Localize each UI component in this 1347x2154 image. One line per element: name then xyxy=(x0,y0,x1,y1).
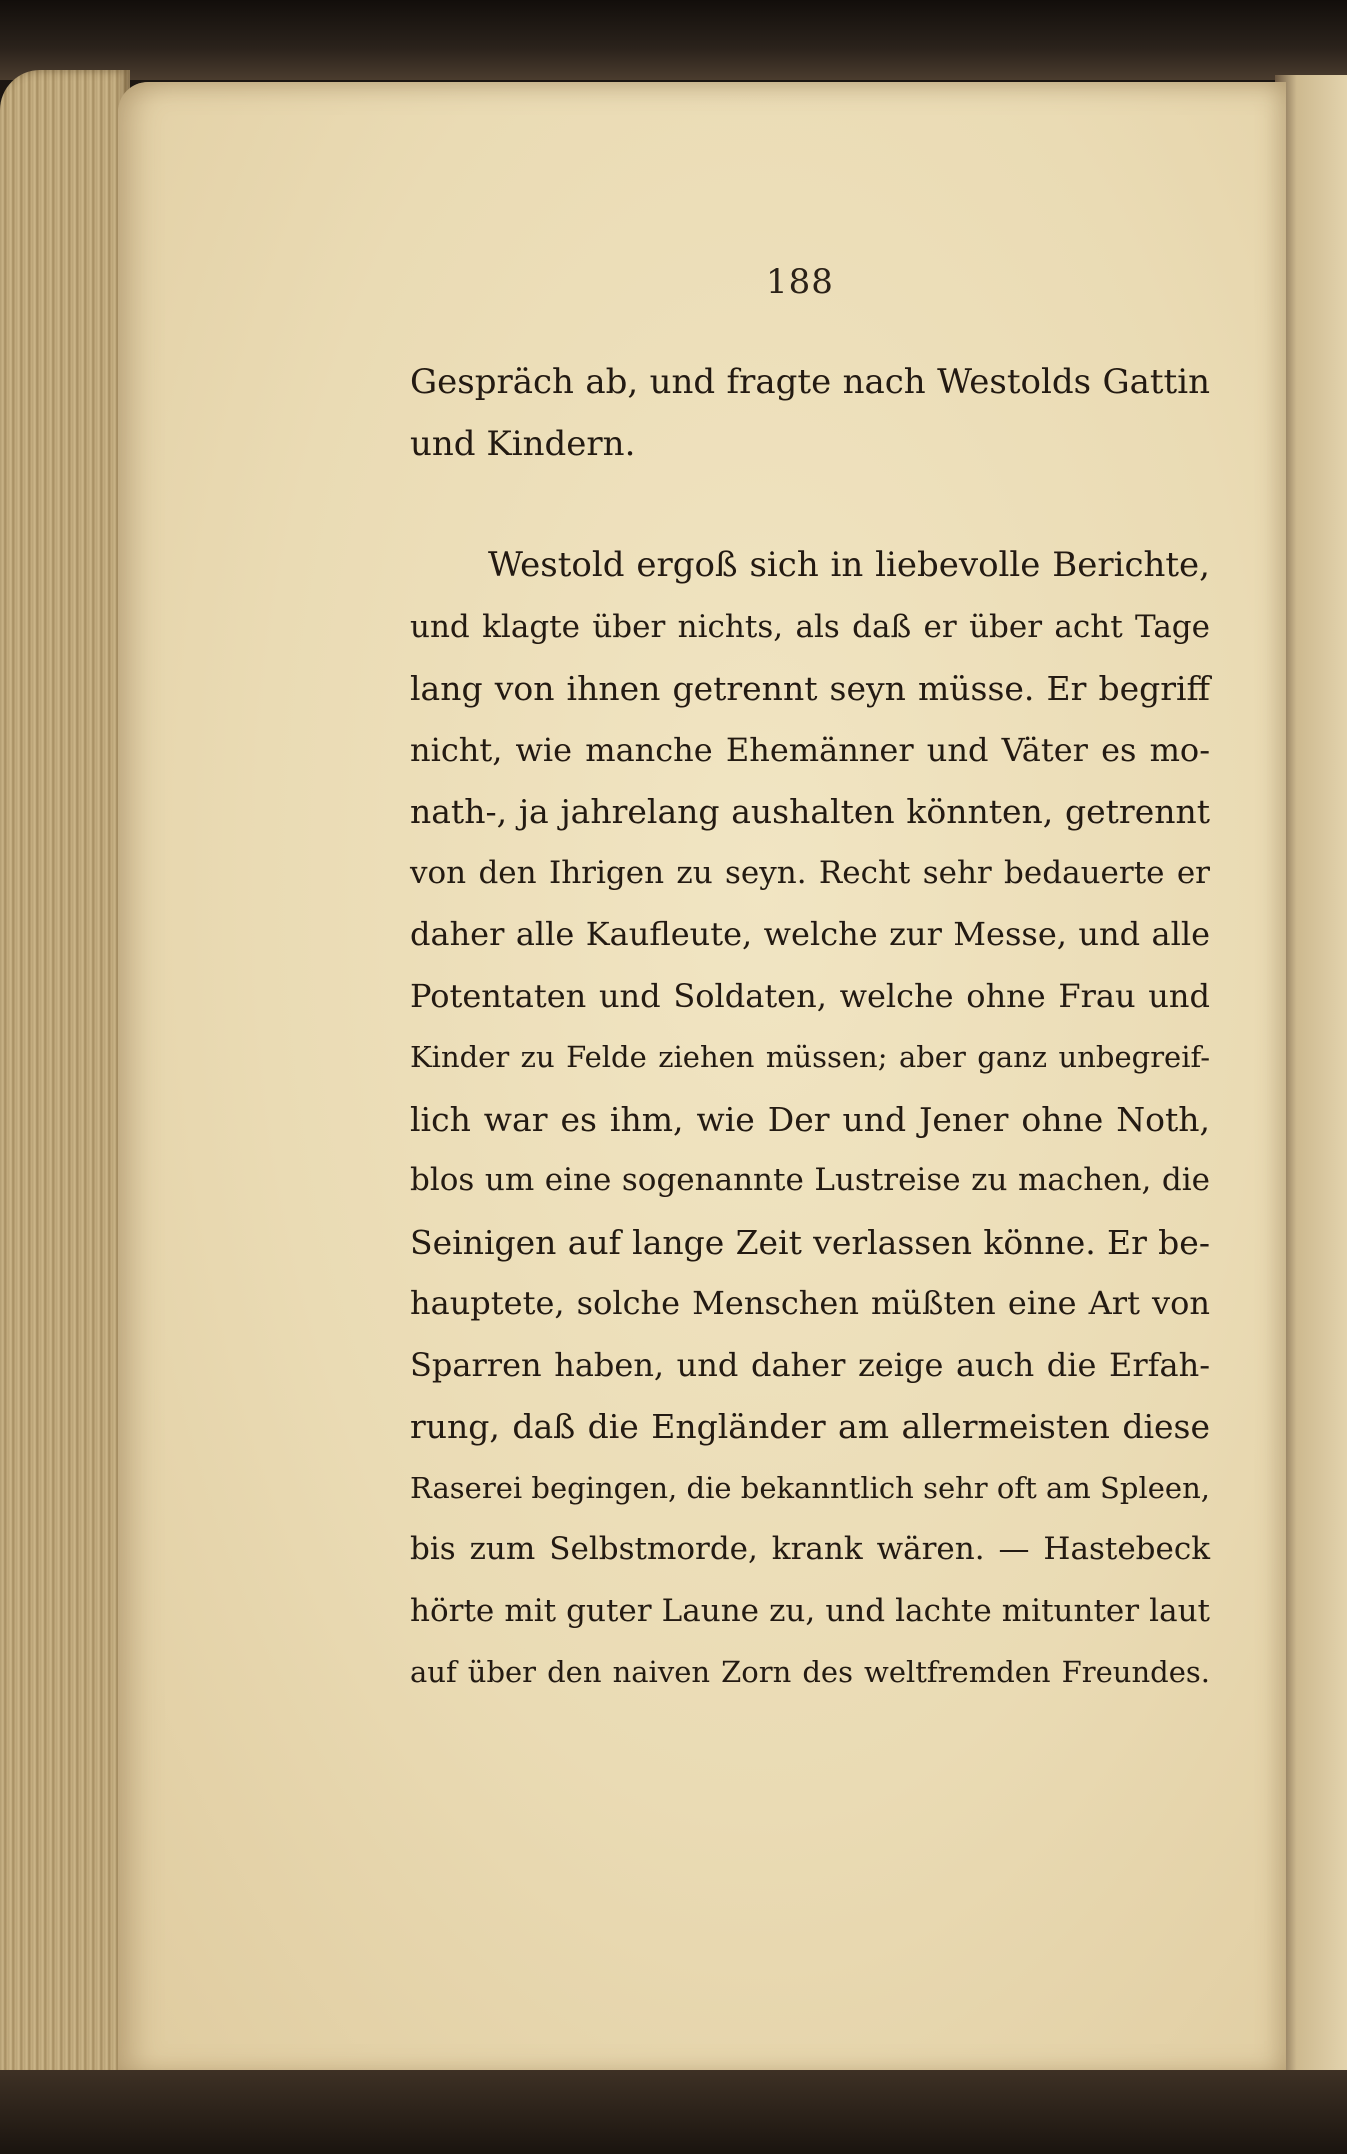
text-line: Seinigen auf lange Zeit verlassen könne. Er be- xyxy=(410,1222,1210,1262)
text-line: von den Ihrigen zu seyn. Recht sehr bedauerte er xyxy=(410,854,1210,891)
paragraph-2 xyxy=(410,535,1210,1704)
book-bottom-edge xyxy=(0,2070,1347,2154)
text-line: und Kindern. xyxy=(410,423,636,464)
text-line: Potentaten und Soldaten, welche ohne Frau und xyxy=(410,976,1210,1015)
text-line: blos um eine sogenannte Lustreise zu machen, die xyxy=(410,1162,1210,1198)
text-line: hauptete, solche Menschen müßten eine Art von xyxy=(410,1284,1210,1322)
text-line: nath-, ja jahrelang aushalten könnten, getrennt xyxy=(410,792,1210,831)
book-top-edge xyxy=(0,0,1347,80)
text-line: Sparren haben, und daher zeige auch die Erfah- xyxy=(410,1345,1210,1384)
text-line: hörte mit guter Laune zu, und lachte mitunter laut xyxy=(410,1592,1210,1629)
text-line: nicht, wie manche Ehemänner und Väter es mo- xyxy=(410,730,1210,769)
text-line: Kinder zu Felde ziehen müssen; aber ganz unbegreif- xyxy=(410,1040,1210,1074)
page-stack-edge xyxy=(0,70,130,2080)
text-line: daher alle Kaufleute, welche zur Messe, und alle xyxy=(410,915,1210,953)
text-line: Gespräch ab, und fragte nach Westolds Gattin xyxy=(410,362,1210,402)
text-line: auf über den naiven Zorn des weltfremden Freundes. xyxy=(410,1655,1210,1689)
page-text xyxy=(410,352,1210,1704)
text-line: lang von ihnen getrennt seyn müsse. Er begriff xyxy=(410,669,1210,708)
page-number: 188 xyxy=(766,262,834,302)
text-line: Raserei begingen, die bekanntlich sehr oft am Spleen, xyxy=(410,1470,1210,1505)
text-line: und klagte über nichts, als daß er über acht Tage xyxy=(410,608,1210,645)
text-line: Westold ergoß sich in liebevolle Berichte, xyxy=(488,545,1210,585)
paragraph-gap xyxy=(410,475,1210,535)
text-line: bis zum Selbstmorde, krank wären. — Hastebeck xyxy=(410,1531,1210,1567)
text-line: rung, daß die Engländer am allermeisten diese xyxy=(410,1407,1210,1446)
paragraph-1 xyxy=(410,352,1210,475)
text-line: lich war es ihm, wie Der und Jener ohne Noth, xyxy=(410,1099,1210,1139)
